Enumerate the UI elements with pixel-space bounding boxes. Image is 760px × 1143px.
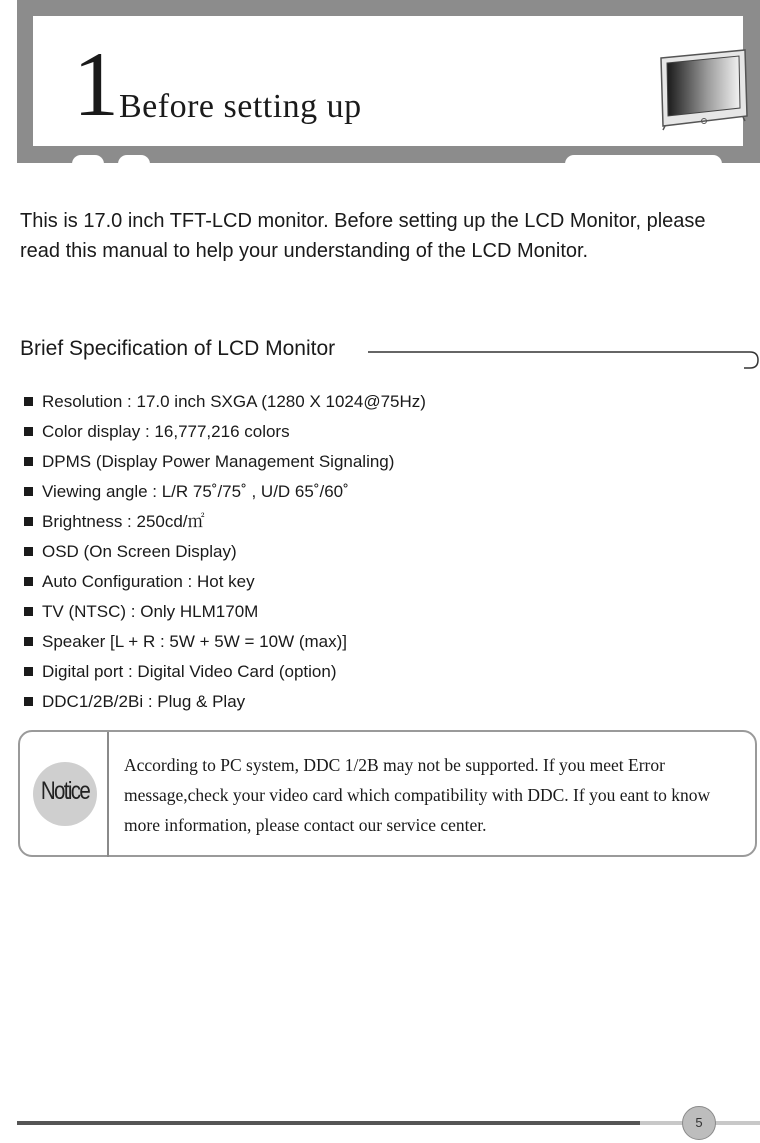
spec-text: Resolution : 17.0 inch SXGA (1280 X 1024@75Hz)	[42, 392, 426, 411]
list-item	[24, 479, 426, 509]
square-bullet-icon	[24, 607, 33, 616]
page-number: 5	[682, 1106, 716, 1140]
chapter-banner	[17, 0, 760, 163]
square-bullet-icon	[24, 697, 33, 706]
square-bullet-icon	[24, 397, 33, 406]
spec-text: DDC1/2B/2Bi : Plug & Play	[42, 692, 246, 711]
spec-list	[24, 389, 426, 719]
intro-paragraph: This is 17.0 inch TFT-LCD monitor. Before setting up the LCD Monitor, please read this manual to help your understanding of the LCD Monitor.	[20, 210, 706, 262]
spec-text: Digital port : Digital Video Card (option)	[42, 662, 337, 681]
square-bullet-icon	[24, 517, 33, 526]
square-bullet-icon	[24, 487, 33, 496]
spec-text: Color display : 16,777,216 colors	[42, 422, 290, 441]
spec-text: Viewing angle : L/R 75˚/75˚ , U/D 65˚/60˚	[42, 482, 349, 501]
banner-tab	[72, 155, 104, 173]
list-item	[24, 629, 426, 659]
square-bullet-icon	[24, 547, 33, 556]
list-item	[24, 569, 426, 599]
banner-tab	[565, 155, 722, 173]
list-item	[24, 449, 426, 479]
notice-label: Notice	[40, 777, 90, 805]
spec-text: Brightness : 250cd/㎡	[42, 512, 205, 531]
spec-text: Auto Configuration : Hot key	[42, 572, 255, 591]
list-item	[24, 599, 426, 629]
spec-text: DPMS (Display Power Management Signaling)	[42, 452, 395, 471]
notice-box	[18, 730, 757, 857]
footer-rule	[17, 1121, 640, 1125]
notice-badge	[33, 762, 97, 826]
list-item	[24, 539, 426, 569]
list-item	[24, 389, 426, 419]
banner-tab	[118, 155, 150, 173]
lcd-monitor-icon	[655, 46, 751, 132]
square-bullet-icon	[24, 667, 33, 676]
spec-text: TV (NTSC) : Only HLM170M	[42, 602, 259, 621]
chapter-number: 1	[73, 33, 119, 135]
notice-text: According to PC system, DDC 1/2B may not be supported. If you meet Error message,check your video card which compatibility with DDC. If you eant to know more information, please contact our service center.	[124, 755, 711, 835]
square-bullet-icon	[24, 637, 33, 646]
list-item	[24, 509, 426, 539]
list-item	[24, 689, 426, 719]
chapter-banner-panel	[33, 16, 743, 146]
list-item	[24, 419, 426, 449]
chapter-title: Before setting up	[119, 88, 362, 125]
section-title: Brief Specification of LCD Monitor	[20, 337, 336, 360]
square-bullet-icon	[24, 577, 33, 586]
spec-text: OSD (On Screen Display)	[42, 542, 237, 561]
notice-divider	[107, 732, 109, 857]
section-title-rule	[368, 350, 760, 372]
square-bullet-icon	[24, 457, 33, 466]
list-item	[24, 659, 426, 689]
square-bullet-icon	[24, 427, 33, 436]
spec-text: Speaker [L + R : 5W + 5W = 10W (max)]	[42, 632, 347, 651]
